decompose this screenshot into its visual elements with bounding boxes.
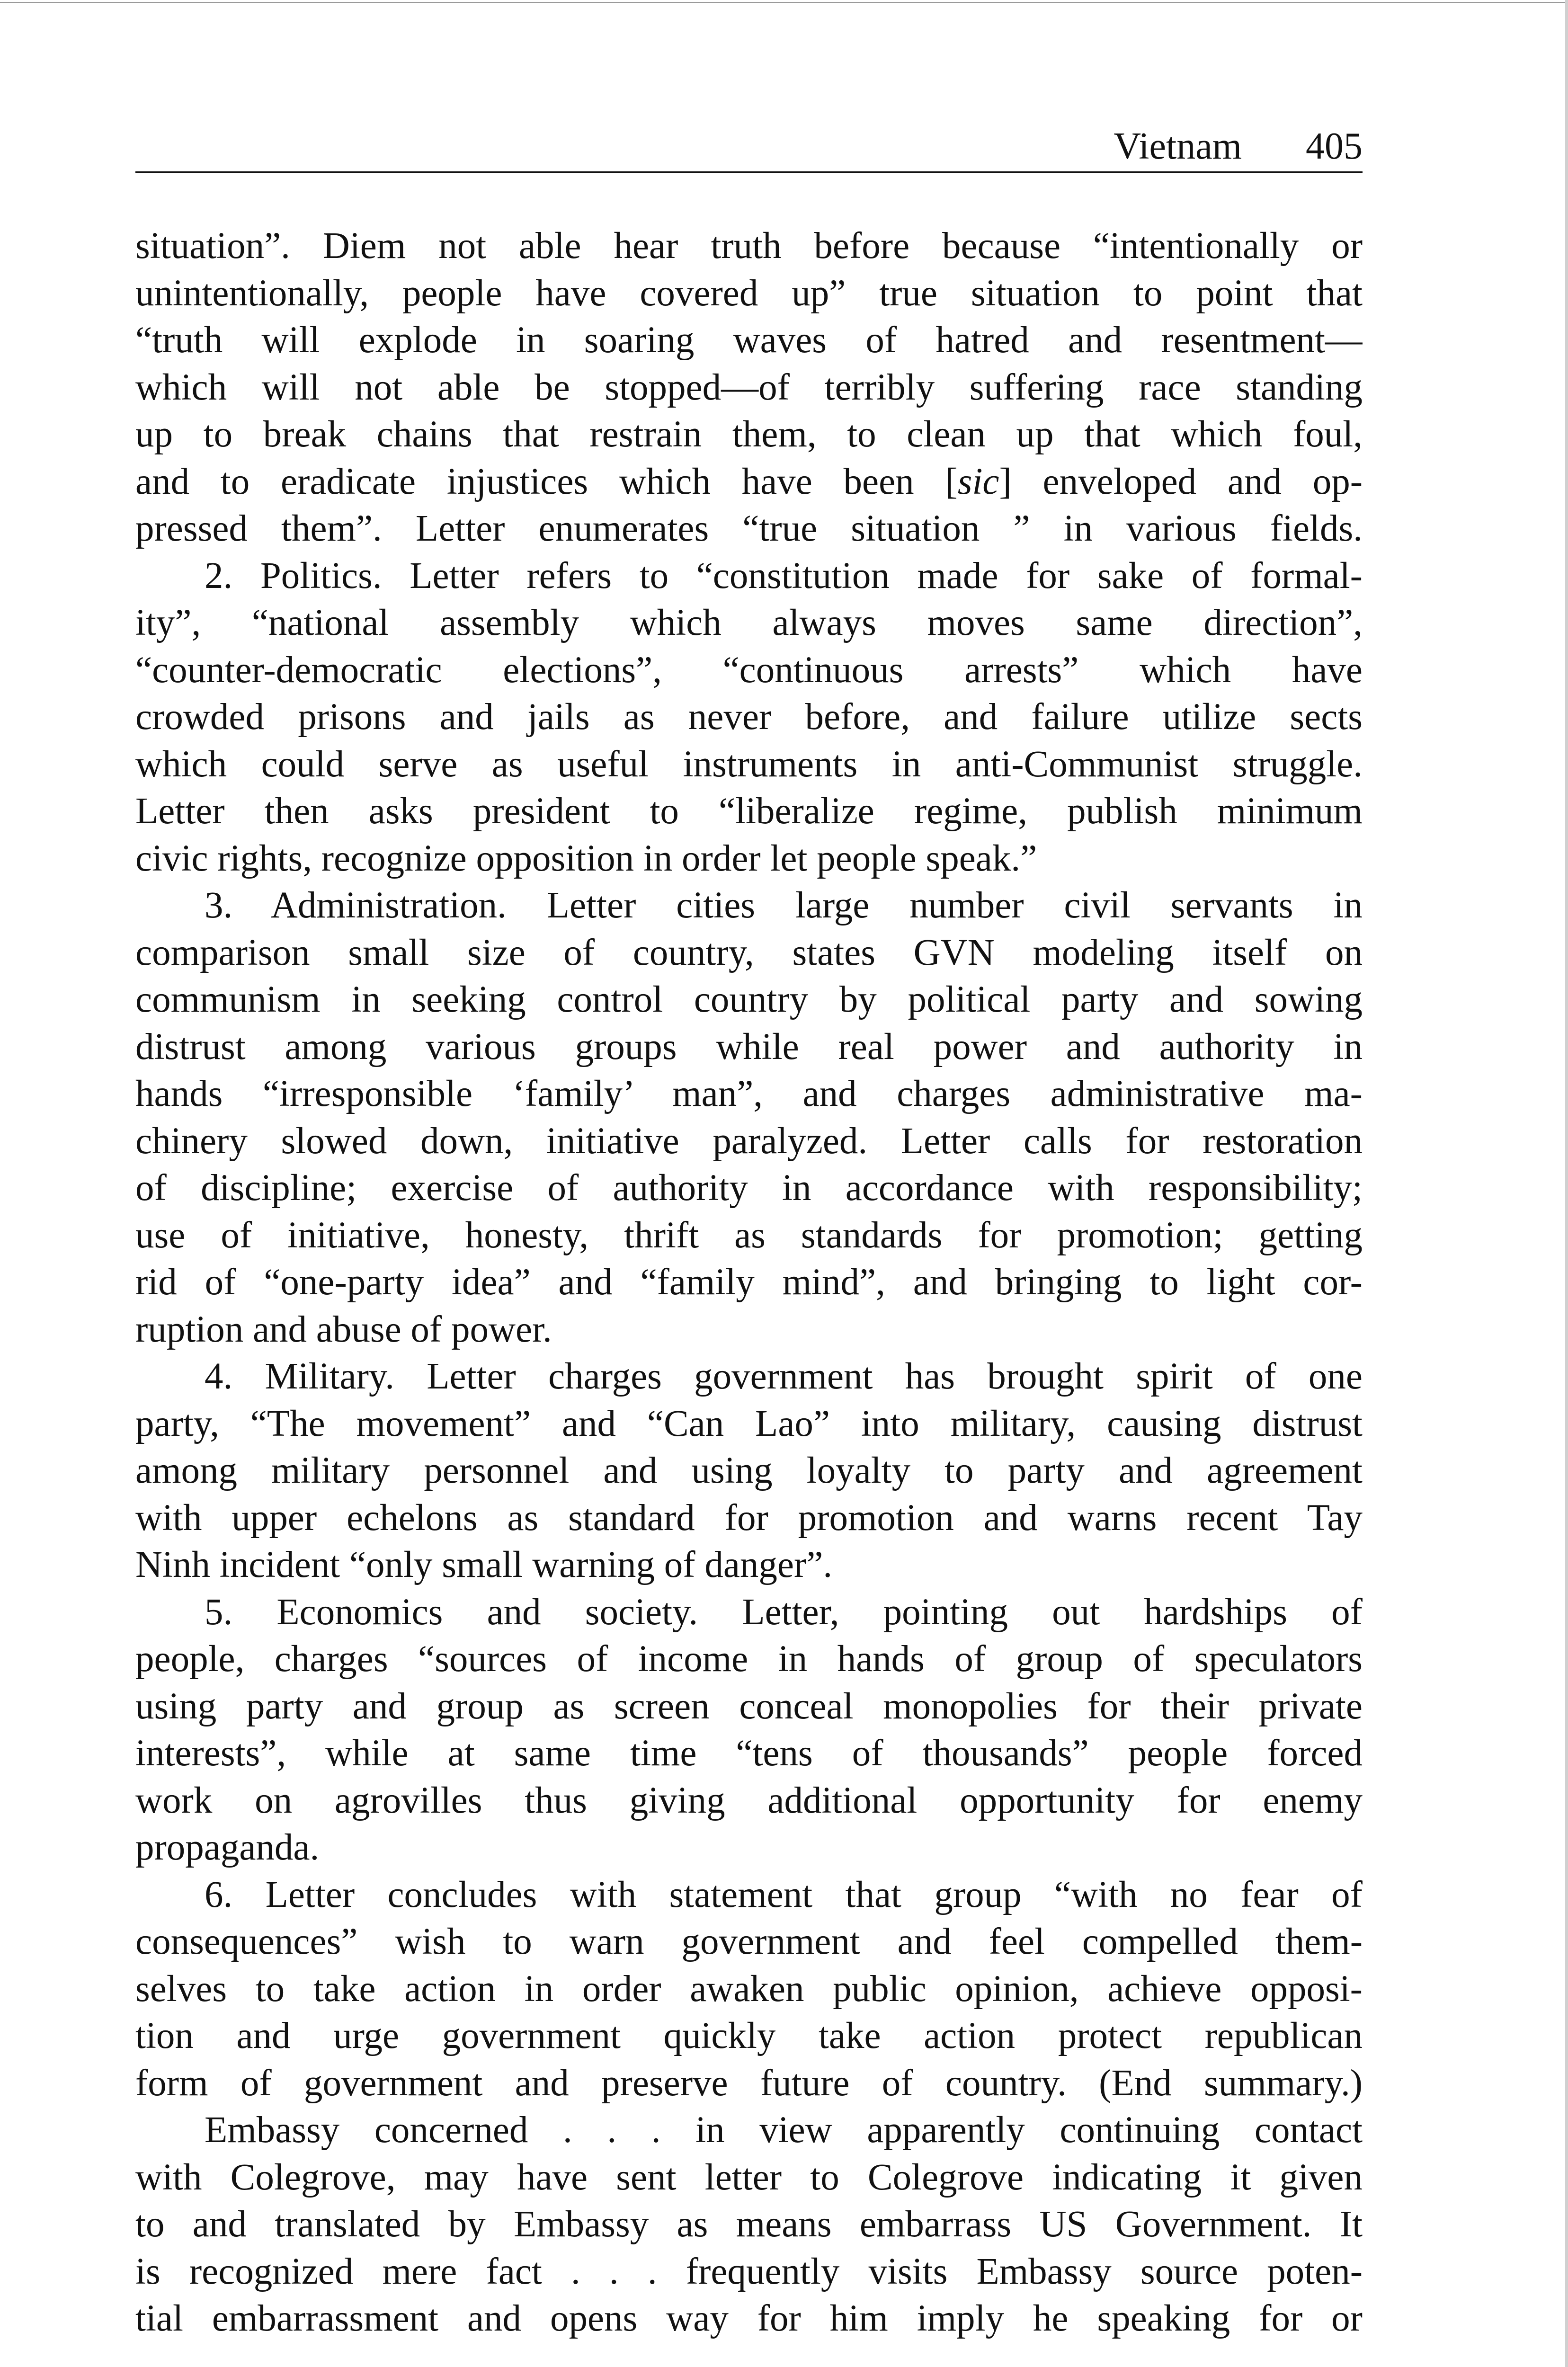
- text-line: distrust among various groups while real power and authority in: [135, 1026, 1363, 1068]
- text-line: up to break chains that restrain them, to clean up that which foul,: [135, 414, 1363, 455]
- text-line: ruption and abuse of power.: [135, 1308, 552, 1350]
- text-line: using party and group as screen conceal monopolies for their private: [135, 1685, 1363, 1727]
- text-line: 4. Military. Letter charges government has brought spirit of one: [205, 1356, 1363, 1397]
- text-line: Ninh incident “only small warning of danger”.: [135, 1544, 833, 1585]
- text-line: “truth will explode in soaring waves of hatred and resentment—: [135, 320, 1363, 361]
- text-line: tion and urge government quickly take action protect republican: [135, 2015, 1363, 2056]
- text-line: comparison small size of country, states GVN modeling itself on: [135, 932, 1363, 973]
- text-line: 3. Administration. Letter cities large number civil servants in: [205, 885, 1363, 926]
- text-line: “counter-democratic elections”, “continuous arrests” which have: [135, 649, 1363, 691]
- text-line: propaganda.: [135, 1827, 320, 1868]
- text-line: chinery slowed down, initiative paralyzed. Letter calls for restoration: [135, 1120, 1363, 1162]
- page-number: 405: [1306, 125, 1363, 167]
- body-text: [135, 222, 1363, 2342]
- text-line: Letter then asks president to “liberalize regime, publish minimum: [135, 791, 1363, 832]
- text-line: 5. Economics and society. Letter, pointing out hardships of: [205, 1591, 1363, 1633]
- text-line: pressed them”. Letter enumerates “true situation ” in various fields.: [135, 508, 1363, 549]
- text-line: party, “The movement” and “Can Lao” into military, causing distrust: [135, 1403, 1363, 1444]
- text-line: tial embarrassment and opens way for him imply he speaking for or: [135, 2298, 1363, 2339]
- text-line: rid of “one-party idea” and “family mind”, and bringing to light cor-: [135, 1262, 1363, 1303]
- text-line: people, charges “sources of income in hands of group of speculators: [135, 1638, 1363, 1680]
- page-header: [135, 119, 1363, 173]
- text-line: work on agrovilles thus giving additional opportunity for enemy: [135, 1780, 1363, 1821]
- text-line: among military personnel and using loyalty to party and agreement: [135, 1450, 1363, 1491]
- text-line: consequences” wish to warn government and feel compelled them-: [135, 1921, 1363, 1962]
- text-line: civic rights, recognize opposition in order let people speak.”: [135, 837, 1037, 879]
- text-line: hands “irresponsible ‘family’ man”, and charges administrative ma-: [135, 1073, 1363, 1114]
- text-line: ity”, “national assembly which always moves same direction”,: [135, 602, 1363, 643]
- text-line: use of initiative, honesty, thrift as standards for promotion; getting: [135, 1214, 1363, 1256]
- text-line: interests”, while at same time “tens of thousands” people forced: [135, 1733, 1363, 1774]
- text-line: form of government and preserve future of country. (End summary.): [135, 2062, 1363, 2104]
- text-line: with upper echelons as standard for promotion and warns recent Tay: [135, 1497, 1363, 1539]
- running-title: Vietnam: [1114, 125, 1242, 167]
- text-line: and to eradicate injustices which have been [sic] enveloped and op-: [135, 461, 1363, 502]
- text-line: to and translated by Embassy as means embarrass US Government. It: [135, 2204, 1363, 2245]
- text-line: of discipline; exercise of authority in accordance with responsibility;: [135, 1167, 1363, 1209]
- text-line: selves to take action in order awaken public opinion, achieve opposi-: [135, 1968, 1363, 2010]
- text-line: communism in seeking control country by political party and sowing: [135, 979, 1363, 1020]
- page-top-rule: [0, 2, 1568, 3]
- text-line: 2. Politics. Letter refers to “constitution made for sake of formal-: [205, 555, 1363, 596]
- text-line: which will not able be stopped—of terribly suffering race standing: [135, 366, 1363, 408]
- page-edge: [1565, 0, 1568, 2367]
- text-line: 6. Letter concludes with statement that group “with no fear of: [205, 1874, 1363, 1915]
- text-line: crowded prisons and jails as never before, and failure utilize sects: [135, 696, 1363, 738]
- text-line: which could serve as useful instruments in anti-Communist struggle.: [135, 743, 1363, 785]
- text-line: is recognized mere fact . . . frequently visits Embassy source poten-: [135, 2251, 1363, 2292]
- text-line: Embassy concerned . . . in view apparently continuing contact: [205, 2109, 1363, 2151]
- text-line: situation”. Diem not able hear truth before because “intentionally or: [135, 225, 1363, 267]
- text-line: unintentionally, people have covered up” true situation to point that: [135, 272, 1363, 314]
- text-line: with Colegrove, may have sent letter to Colegrove indicating it given: [135, 2156, 1363, 2198]
